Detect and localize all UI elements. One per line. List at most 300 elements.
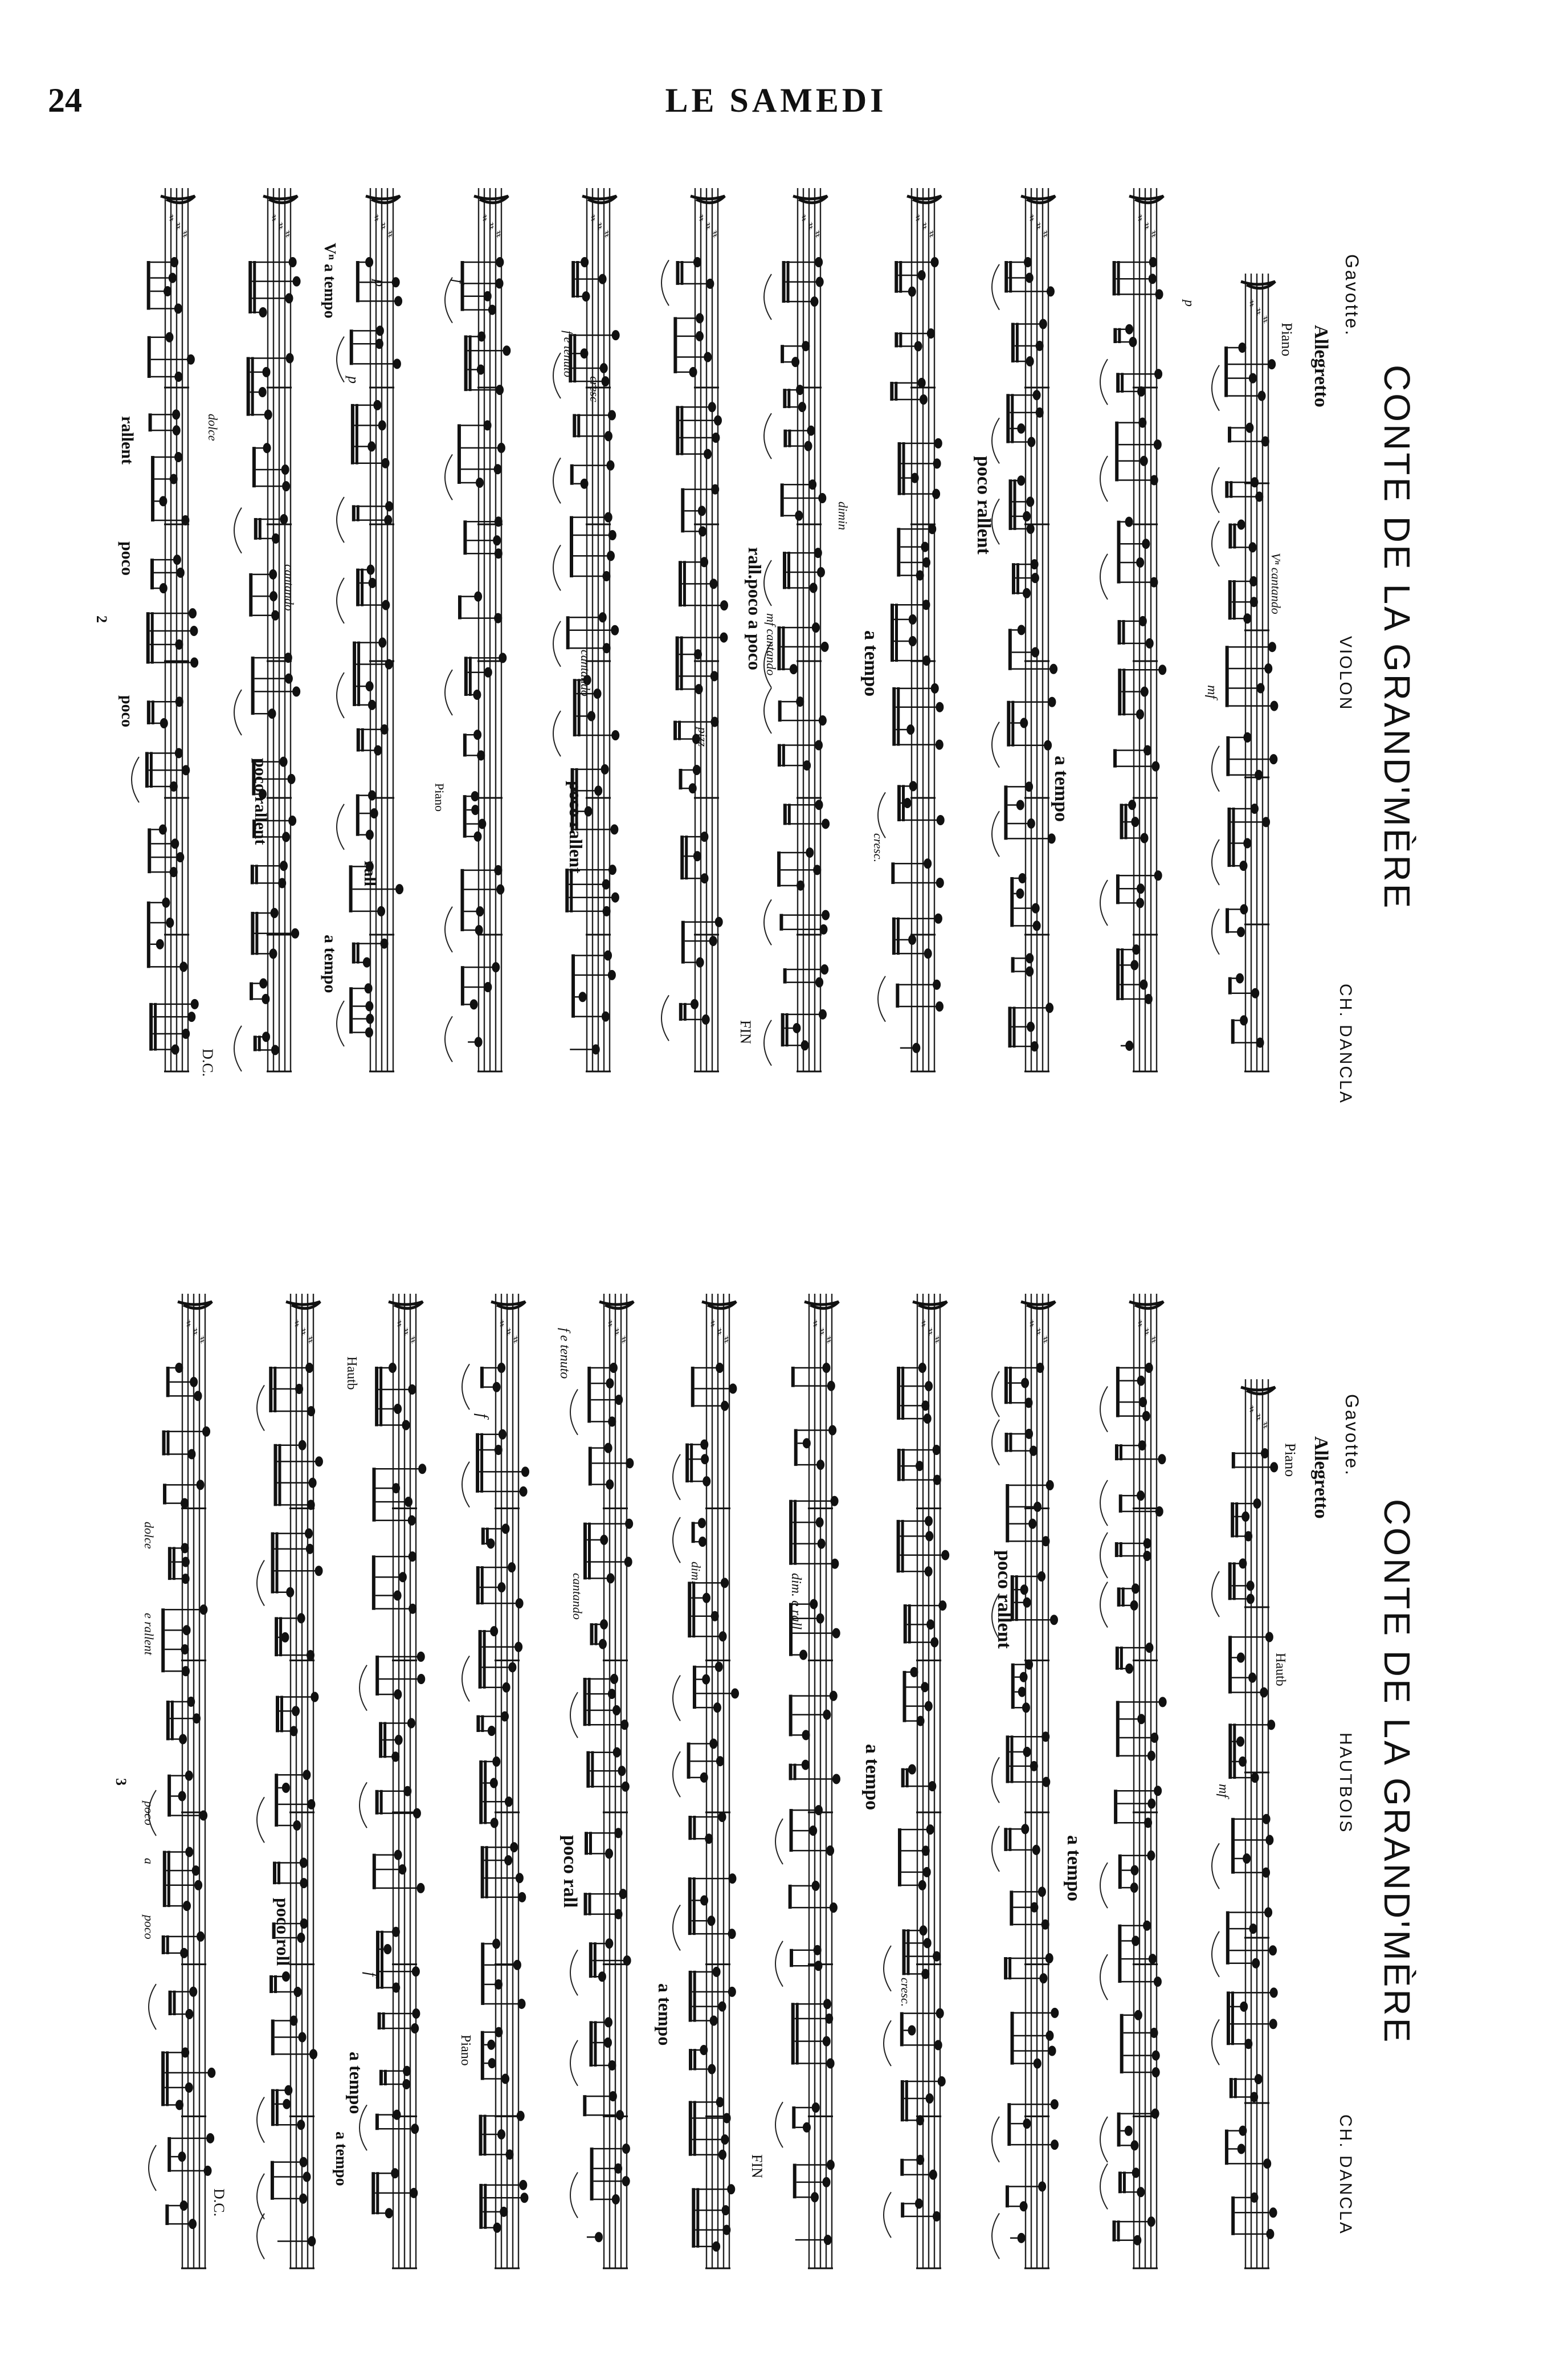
beam — [173, 1991, 176, 2015]
slur — [1100, 359, 1108, 405]
beam — [788, 430, 791, 447]
sharp-sign: ♯ — [614, 1325, 620, 1339]
beam — [251, 357, 254, 416]
beam — [458, 596, 461, 620]
beam — [1120, 804, 1124, 839]
beam — [594, 1942, 597, 1978]
sharp-sign: ♯ — [1036, 219, 1042, 233]
expression-mark: f — [473, 1413, 491, 1418]
slur — [1100, 554, 1108, 600]
beam — [905, 2080, 908, 2121]
beam — [794, 1764, 797, 1780]
staff — [992, 188, 1057, 1071]
staff — [1212, 1379, 1278, 2268]
beam — [151, 612, 154, 663]
slur — [764, 413, 771, 459]
sharp-sign: ♯ — [712, 227, 718, 241]
beam — [271, 1533, 275, 1594]
sharp-sign: ♯ — [1029, 1317, 1035, 1331]
beam — [484, 2115, 487, 2156]
beam — [165, 2204, 169, 2225]
slur — [1100, 1480, 1108, 1526]
sharp-sign: ♯ — [193, 1325, 198, 1339]
beam — [1233, 523, 1236, 548]
beam — [895, 604, 898, 662]
beam — [271, 2019, 275, 2055]
expression-mark: Piano — [432, 783, 447, 812]
beam — [162, 1431, 165, 1456]
beam — [908, 1604, 911, 1644]
sharp-sign: ♯ — [271, 211, 277, 225]
beam — [273, 1862, 276, 1885]
beam — [782, 261, 786, 303]
sharp-sign: ♯ — [1144, 1325, 1150, 1339]
beam — [479, 2115, 483, 2156]
beam — [793, 2164, 797, 2199]
beam — [901, 1768, 905, 1788]
beam — [897, 687, 900, 746]
beam — [689, 2101, 692, 2155]
expression-mark: poco — [118, 695, 136, 727]
sharp-sign: ♯ — [169, 211, 174, 225]
beam — [1118, 669, 1121, 715]
slur — [570, 2173, 578, 2218]
slur — [462, 1462, 469, 1507]
beam — [269, 1367, 272, 1412]
beam — [269, 1975, 273, 1993]
beam — [897, 918, 900, 955]
beam — [1226, 908, 1229, 934]
slur — [132, 757, 139, 802]
expression-mark: a tempo — [861, 1744, 883, 1811]
sharp-sign: ♯ — [403, 1325, 409, 1339]
score-violin — [0, 137, 1552, 1140]
beam — [906, 1929, 909, 1975]
beam — [693, 1877, 696, 1935]
beam — [897, 528, 900, 576]
expression-mark: poco — [142, 1915, 156, 1939]
beam — [483, 1630, 486, 1689]
beam — [683, 561, 686, 606]
expression-mark: dolce — [206, 414, 220, 441]
sharp-sign: ♯ — [812, 1317, 818, 1331]
beam — [154, 1003, 157, 1051]
slur — [337, 673, 344, 718]
slur — [337, 337, 344, 382]
expression-mark: a tempo — [860, 630, 881, 697]
beam — [1122, 620, 1125, 645]
expression-mark: dimin — [836, 502, 850, 531]
beam — [902, 1929, 905, 1975]
beam — [693, 2049, 696, 2070]
staff — [878, 188, 945, 1071]
beam — [1116, 1367, 1120, 1417]
beam — [255, 912, 258, 955]
beam — [588, 1678, 591, 1726]
beam — [583, 1678, 587, 1726]
beam — [777, 851, 781, 887]
beam — [1116, 1701, 1120, 1757]
beam — [350, 329, 353, 365]
sharp-sign: ♯ — [607, 1317, 613, 1331]
beam — [685, 1444, 689, 1482]
beam — [782, 744, 785, 767]
sharp-sign: ♯ — [934, 1333, 940, 1347]
beam — [897, 785, 901, 821]
sharp-sign: ♯ — [699, 211, 704, 225]
beam — [1228, 580, 1232, 620]
beam — [1227, 808, 1231, 867]
sharp-sign: ♯ — [724, 1333, 729, 1347]
beam — [1115, 1542, 1118, 1557]
beam — [379, 2070, 383, 2085]
slur — [1212, 2019, 1219, 2065]
beam — [1009, 1367, 1012, 1404]
beam — [1117, 2113, 1121, 2147]
beam — [168, 2137, 171, 2172]
beam — [902, 1671, 906, 1722]
beam — [689, 2049, 692, 2070]
beam — [249, 573, 252, 617]
slur — [337, 578, 344, 623]
expression-mark: dolce — [142, 1522, 156, 1549]
score-violin-svg — [0, 137, 1552, 1140]
beam — [469, 657, 472, 696]
expression-mark: a tempo — [321, 935, 340, 993]
beam — [679, 769, 682, 789]
entry-label: Hautb — [1273, 1653, 1288, 1686]
beam — [895, 382, 897, 401]
beam — [792, 2106, 795, 2129]
staff — [661, 188, 728, 1071]
sharp-sign: ♯ — [1263, 1419, 1268, 1432]
beam — [486, 1527, 489, 1544]
beam — [676, 406, 679, 455]
beam — [1011, 701, 1014, 747]
beam — [378, 2012, 381, 2029]
sharp-sign: ♯ — [182, 227, 188, 241]
expression-mark: p — [1182, 300, 1196, 307]
beam — [570, 516, 573, 577]
beam — [352, 943, 356, 964]
slur — [992, 722, 999, 768]
expression-mark: dim: — [689, 1562, 703, 1585]
expression-mark: D.C. — [199, 1049, 216, 1077]
staff — [570, 1294, 634, 2268]
slur — [673, 1517, 680, 1563]
sharp-sign: ♯ — [387, 227, 393, 241]
beam — [479, 1760, 483, 1824]
sharp-sign: ♯ — [482, 211, 488, 225]
slur — [673, 1676, 680, 1721]
beam — [1226, 646, 1229, 707]
sharp-sign: ♯ — [308, 1333, 313, 1347]
slur — [884, 2020, 891, 2066]
beam — [591, 1751, 594, 1788]
beam — [1231, 1502, 1234, 1537]
beam — [248, 261, 252, 313]
beam — [278, 1444, 281, 1506]
beam — [166, 2051, 169, 2106]
sharp-sign: ♯ — [705, 219, 711, 233]
beam — [464, 335, 468, 391]
beam — [687, 1742, 691, 1778]
beam — [891, 862, 895, 884]
sharp-sign: ♯ — [294, 1317, 300, 1331]
beam — [280, 1696, 283, 1733]
beam — [162, 1935, 165, 1954]
beam — [1011, 2012, 1014, 2065]
expression-mark: cantando — [570, 1573, 585, 1620]
beam — [274, 1975, 277, 1993]
beam — [571, 261, 575, 298]
beam — [1231, 2196, 1235, 2235]
slur — [570, 2040, 578, 2086]
beam — [790, 1809, 793, 1852]
beam — [1119, 1494, 1122, 1513]
slur — [337, 497, 344, 543]
beam — [1010, 1735, 1013, 1783]
beam — [589, 2021, 593, 2067]
slur — [337, 1001, 344, 1046]
beam — [458, 424, 461, 484]
sharp-sign: ♯ — [374, 211, 379, 225]
expression-mark: a tempo — [1051, 756, 1072, 822]
beam — [166, 1935, 169, 1954]
beam — [1228, 427, 1231, 443]
sharp-sign: ♯ — [819, 1325, 825, 1339]
slur — [1212, 909, 1219, 955]
expression-mark: Piano — [458, 2035, 473, 2066]
slur — [1100, 1387, 1108, 1432]
sharp-sign: ♯ — [175, 219, 181, 233]
beam — [902, 1449, 905, 1481]
beam — [1120, 1647, 1123, 1670]
slur — [462, 1656, 469, 1701]
beam — [583, 2095, 586, 2116]
sharp-sign: ♯ — [1249, 297, 1255, 311]
piece-form: Gavotte. — [1342, 254, 1362, 337]
beam — [148, 828, 151, 873]
beam — [1232, 808, 1235, 867]
beam — [679, 561, 682, 606]
sharp-sign: ♯ — [1137, 211, 1143, 225]
beam — [1015, 1575, 1018, 1621]
entry-label: Vⁿ cantando — [1269, 553, 1283, 614]
beam — [794, 1500, 797, 1565]
beam — [250, 983, 253, 1000]
beam — [275, 1774, 278, 1827]
beam — [168, 1851, 170, 1908]
slur — [257, 2097, 264, 2143]
beam — [273, 1444, 277, 1506]
beam — [576, 261, 579, 298]
beam — [890, 382, 893, 401]
beam — [1004, 785, 1007, 839]
beam — [481, 1715, 484, 1732]
beam — [382, 2012, 385, 2029]
beam — [781, 345, 784, 363]
beam — [589, 1942, 593, 1978]
slur — [764, 688, 771, 733]
beam — [1235, 1502, 1238, 1537]
sharp-sign: ♯ — [499, 1317, 505, 1331]
beam — [1225, 2130, 1228, 2165]
beam — [1006, 1735, 1009, 1783]
beam — [689, 1971, 692, 2022]
expression-mark: e rallent — [142, 1613, 156, 1655]
slur — [570, 1692, 578, 1738]
beam — [892, 918, 896, 955]
beam — [168, 1547, 171, 1580]
beam — [1113, 261, 1116, 295]
beam — [476, 1715, 480, 1732]
beam — [786, 1013, 789, 1046]
beam — [1004, 1367, 1008, 1404]
beam — [594, 2021, 597, 2067]
sharp-sign: ♯ — [621, 1333, 627, 1347]
beam — [1122, 1587, 1125, 1607]
sharp-sign: ♯ — [597, 219, 603, 233]
expression-mark: poco rallent — [973, 456, 994, 555]
beam — [151, 456, 154, 521]
beam — [896, 984, 899, 1008]
beam — [585, 1832, 588, 1855]
beam — [892, 687, 896, 746]
beam — [380, 1790, 383, 1815]
beam — [1113, 749, 1117, 767]
beam — [787, 261, 790, 303]
beam — [349, 987, 353, 1033]
slur — [445, 907, 452, 952]
slur — [992, 1757, 999, 1803]
expression-mark: f — [362, 1972, 379, 1976]
beam — [276, 1533, 279, 1594]
sharp-sign: ♯ — [496, 227, 501, 241]
beam — [1113, 2220, 1116, 2242]
beam — [461, 966, 464, 1005]
beam — [1117, 2220, 1120, 2242]
beam — [376, 2172, 379, 2214]
beam — [789, 1764, 793, 1780]
beam — [904, 1604, 907, 1644]
beam — [481, 2031, 484, 2080]
sharp-sign: ♯ — [1249, 1403, 1255, 1416]
beam — [692, 1582, 695, 1637]
slur — [878, 976, 885, 1022]
beam — [1009, 261, 1012, 292]
sharp-sign: ♯ — [928, 1325, 933, 1339]
slur — [764, 1020, 771, 1066]
slur — [992, 264, 999, 310]
composer-name: CH. DANCLA — [1336, 2114, 1355, 2235]
beam — [1230, 481, 1232, 498]
sharp-sign: ♯ — [513, 1333, 518, 1347]
beam — [373, 1854, 376, 1889]
expression-mark: cantando — [282, 564, 296, 611]
beam — [901, 2080, 904, 2121]
beam — [681, 488, 684, 533]
beam — [1016, 323, 1019, 362]
music-staves — [149, 1294, 1278, 2268]
beam — [461, 261, 464, 311]
slur — [661, 260, 669, 305]
beam — [171, 1701, 174, 1741]
slur — [764, 899, 771, 945]
beam — [570, 869, 573, 912]
beam — [1226, 1912, 1230, 1965]
beam — [1006, 1484, 1009, 1542]
beam — [692, 1522, 695, 1543]
beam — [1233, 1723, 1236, 1779]
slur — [992, 1371, 999, 1417]
tempo-marking: Allegretto — [1310, 1436, 1332, 1519]
beam — [787, 552, 790, 589]
sharp-sign: ♯ — [929, 227, 934, 241]
sharp-sign: ♯ — [186, 1317, 191, 1331]
beam — [357, 728, 360, 752]
expression-mark: cresc. — [871, 833, 885, 863]
score-oboe-svg — [0, 1242, 1552, 2325]
beam — [375, 1367, 378, 1427]
staff — [445, 188, 510, 1071]
beam — [781, 483, 784, 516]
sharp-sign: ♯ — [915, 211, 921, 225]
expression-mark: poco rallent — [566, 781, 586, 874]
beam — [166, 1701, 170, 1741]
beam — [588, 1523, 591, 1580]
beam — [166, 1367, 170, 1397]
beam — [1120, 1542, 1122, 1557]
beam — [1234, 2078, 1237, 2098]
sharp-sign: ♯ — [801, 211, 807, 225]
beam — [696, 2188, 699, 2247]
beam — [353, 642, 356, 706]
accompaniment-label: Piano — [1282, 1443, 1298, 1477]
slur — [149, 1984, 156, 2029]
beam — [349, 865, 353, 912]
beam — [1120, 1444, 1122, 1460]
slur — [570, 1389, 578, 1435]
beam — [255, 865, 258, 884]
beam — [778, 744, 781, 767]
slur — [1100, 1533, 1108, 1578]
beam — [692, 2188, 695, 2247]
sharp-sign: ♯ — [1256, 1411, 1261, 1424]
slur — [1100, 880, 1108, 926]
expression-mark: rallent — [118, 416, 137, 464]
beam — [589, 1893, 591, 1915]
beam — [1006, 394, 1010, 443]
beam — [375, 2114, 379, 2130]
beam — [594, 1623, 597, 1645]
slur — [257, 2214, 264, 2259]
slur — [673, 1905, 680, 1950]
beam — [685, 836, 688, 879]
beam — [791, 2003, 795, 2064]
beam — [484, 1760, 487, 1824]
beam — [783, 968, 787, 984]
beam — [898, 1828, 901, 1886]
sharp-sign: ♯ — [1151, 1333, 1157, 1347]
slur — [553, 711, 561, 756]
beam — [1231, 1019, 1235, 1044]
beam — [680, 406, 683, 455]
beam — [1008, 1957, 1011, 1979]
beam — [584, 1893, 587, 1915]
beam — [1009, 1433, 1012, 1452]
slur — [1100, 1863, 1108, 1908]
